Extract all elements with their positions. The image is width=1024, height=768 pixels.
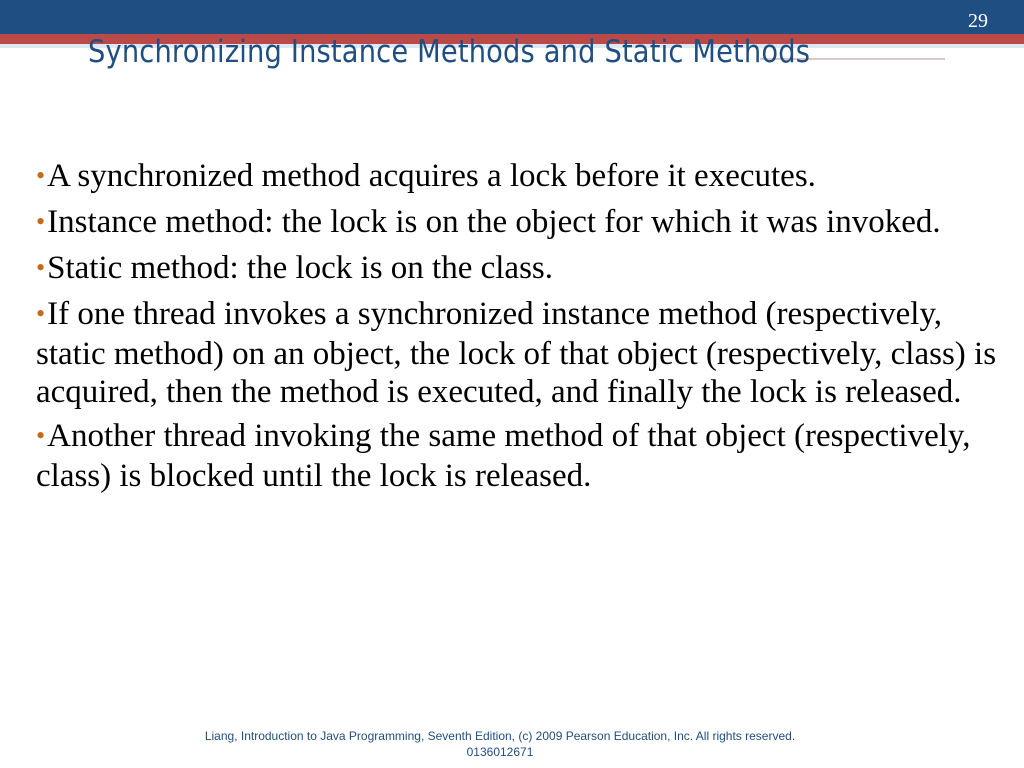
bullet-icon: • <box>36 421 46 450</box>
bullet-item <box>36 249 1006 289</box>
bullet-icon: • <box>36 161 46 190</box>
header-blue-band <box>0 0 1024 34</box>
bullet-icon: • <box>36 253 46 282</box>
bullet-item <box>36 417 1006 495</box>
bullet-icon: • <box>36 207 46 236</box>
bullet-item <box>36 295 1006 411</box>
slide-title: Synchronizing Instance Methods and Static Methods <box>88 34 811 70</box>
slide-footer: Liang, Introduction to Java Programming, Seventh Edition, (c) 2009 Pearson Education, Inc. All rights reserved. 0136012671 <box>204 729 796 759</box>
bullet-text: Static method: the lock is on the class. <box>47 250 554 286</box>
bullet-item <box>36 157 1006 197</box>
bullet-item <box>36 203 1006 243</box>
bullet-text: A synchronized method acquires a lock before it executes. <box>47 158 816 194</box>
bullet-icon: • <box>36 299 46 328</box>
bullet-text: Another thread invoking the same method of that object (respectively, class) is blocked until the lock is released. <box>36 418 971 494</box>
bullet-list <box>36 157 1006 501</box>
bullet-text: Instance method: the lock is on the object for which it was invoked. <box>47 204 941 240</box>
bullet-text: If one thread invokes a synchronized instance method (respectively, static method) on an object, the lock of that object (respectively, class) is acquired, then the method is executed, and finally the lock is released. <box>36 296 997 410</box>
slide-page-number: 29 <box>968 10 988 32</box>
